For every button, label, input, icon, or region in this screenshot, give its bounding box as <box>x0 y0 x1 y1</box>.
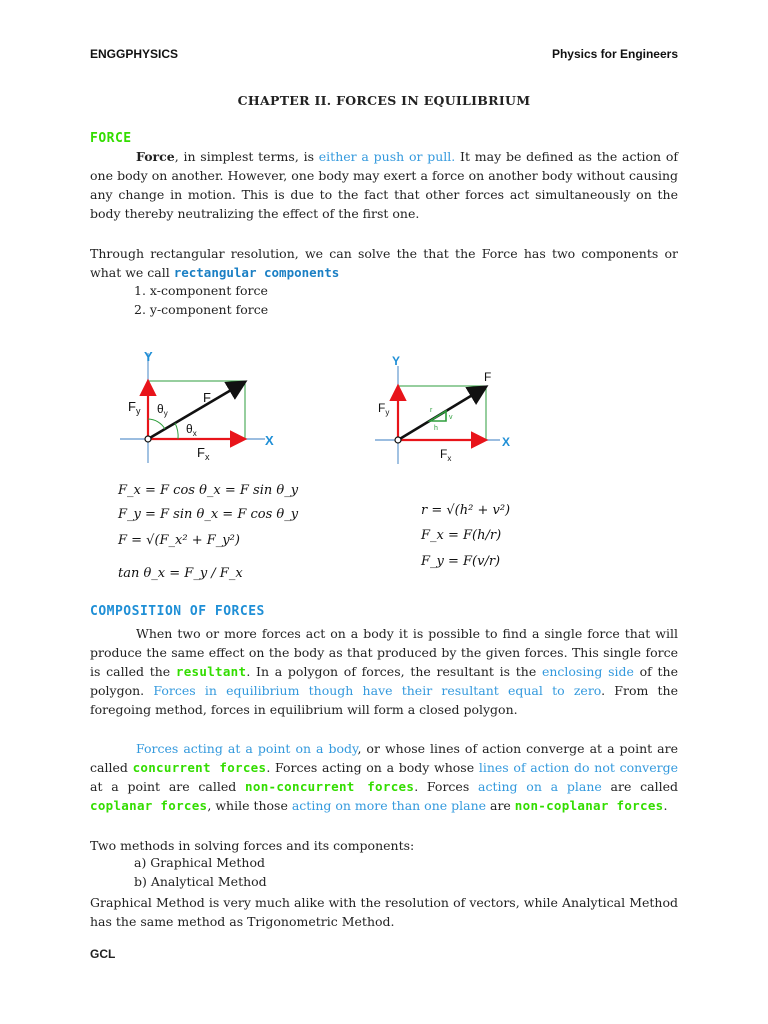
fx-sub: x <box>204 452 210 462</box>
f-label: F <box>203 390 211 405</box>
highlight-point-on-body: Forces acting at a point on a body <box>136 741 358 756</box>
highlight-on-plane: acting on a plane <box>478 779 602 794</box>
equation-fx-ratio: F_x = F(h/r) <box>421 528 502 543</box>
text-run: . Forces <box>414 779 479 794</box>
header-left: ENGGPHYSICS <box>90 47 179 61</box>
v-label: v <box>449 414 453 421</box>
force-diagram-angles <box>115 345 295 470</box>
fy-sub: y <box>385 408 390 417</box>
theta-y-main: θ <box>157 402 164 416</box>
text-run: . In a polygon of forces, the resultant is the <box>246 664 542 679</box>
theta-y-label <box>157 402 168 418</box>
concurrent-paragraph <box>90 739 678 815</box>
origin-point <box>145 436 151 442</box>
keyword-non-concurrent-forces: non-concurrent forces <box>245 779 415 794</box>
text-run: are called <box>601 779 678 794</box>
methods-intro: Two methods in solving forces and its components: <box>90 838 415 853</box>
text-run: . <box>663 798 668 813</box>
f-label: F <box>484 370 492 384</box>
fx-main: F <box>197 445 205 460</box>
fx-label <box>197 445 210 462</box>
fx-main: F <box>440 447 448 461</box>
h-label: h <box>434 425 438 432</box>
fx-sub: x <box>447 454 452 463</box>
angle-arc-x <box>175 423 178 439</box>
equation-fx: F_x = F cos θ_x = F sin θ_y <box>118 483 299 498</box>
text-run: , or whose lines of action converge at a point are called <box>90 741 678 775</box>
force-paragraph <box>90 147 678 223</box>
x-axis-label: X <box>502 435 511 449</box>
method-item: b) Analytical Method <box>134 874 267 889</box>
theta-x-sub: x <box>192 429 197 438</box>
equation-r: r = √(h² + v²) <box>421 503 511 518</box>
highlight-equilibrium-zero: Forces in equilibrium though have their resultant equal to zero <box>153 683 602 698</box>
angle-arc-y <box>148 419 165 429</box>
methods-summary: Graphical Method is very much alike with the resolution of vectors, while Analytical Method has the same method as Trigonometric Method. <box>90 895 678 929</box>
y-axis-label: Y <box>144 349 153 364</box>
equation-magnitude: F = √(F_x² + F_y²) <box>118 533 240 548</box>
y-axis-label: Y <box>392 354 401 368</box>
composition-paragraph <box>90 624 678 719</box>
equation-fy-ratio: F_y = F(v/r) <box>421 554 501 569</box>
fx-label <box>440 447 451 463</box>
text-run: . Forces acting on a body whose <box>266 760 479 775</box>
text-run: When two or more forces act on a body it is possible to find a single force that will produce the same effect on the body as that produced by the given forces. This single force is called the <box>90 626 678 679</box>
fy-main: F <box>128 399 136 414</box>
text-run: of the polygon. <box>90 664 679 698</box>
keyword-concurrent-forces: concurrent forces <box>132 760 267 775</box>
highlight-more-than-one-plane: acting on more than one plane <box>291 798 487 813</box>
fy-label <box>378 401 389 417</box>
rectangular-paragraph <box>90 244 678 282</box>
text-run: , while those <box>207 798 292 813</box>
footer-initials: GCL <box>90 947 116 961</box>
section-heading-force: FORCE <box>90 131 132 146</box>
origin-point <box>395 437 401 443</box>
highlight-enclosing-side: enclosing side <box>541 664 634 679</box>
method-item: a) Graphical Method <box>134 855 265 870</box>
fy-main: F <box>378 401 386 415</box>
theta-x-main: θ <box>186 422 193 436</box>
text-run: Through rectangular resolution, we can solve the that the Force has two components or what we call <box>90 246 678 280</box>
keyword-non-coplanar-forces: non-coplanar forces <box>514 798 664 813</box>
force-term: Force <box>136 149 175 164</box>
text-run: It may be defined as the action of one body on another. However, one body may exert a force on another body without causing any change in motion. This is due to the fact that other forces act simultaneously on the body thereby neutralizing the effect of the first one. <box>90 149 678 221</box>
r-label: r <box>430 407 433 414</box>
fy-sub: y <box>135 406 141 416</box>
text-run: . From the foregoing method, forces in equilibrium will form a closed polygon. <box>90 683 678 717</box>
list-item: 1. x-component force <box>134 283 268 298</box>
highlight-not-converge: lines of action do not converge <box>478 760 678 775</box>
list-item: 2. y-component force <box>134 302 269 317</box>
theta-x-label <box>186 422 197 438</box>
keyword-rectangular-components: rectangular components <box>173 265 340 280</box>
equation-fy: F_y = F sin θ_x = F cos θ_y <box>118 507 299 522</box>
chapter-title: CHAPTER II. FORCES IN EQUILIBRIUM <box>237 93 531 108</box>
text-run: at a point are called <box>90 779 246 794</box>
section-heading-composition: COMPOSITION OF FORCES <box>90 604 265 619</box>
fy-label <box>128 399 141 416</box>
x-axis-label: X <box>265 433 274 448</box>
header-right: Physics for Engineers <box>551 47 678 61</box>
keyword-coplanar-forces: coplanar forces <box>90 798 208 813</box>
equation-tan: tan θ_x = F_y / F_x <box>118 566 243 581</box>
slope-triangle <box>430 411 446 421</box>
theta-y-sub: y <box>163 409 168 418</box>
highlight-push-pull: either a push or pull. <box>318 149 456 164</box>
keyword-resultant: resultant <box>175 664 247 679</box>
text-run: , in simplest terms, is <box>174 149 319 164</box>
force-diagram-slope <box>370 350 530 470</box>
text-run: are <box>486 798 515 813</box>
